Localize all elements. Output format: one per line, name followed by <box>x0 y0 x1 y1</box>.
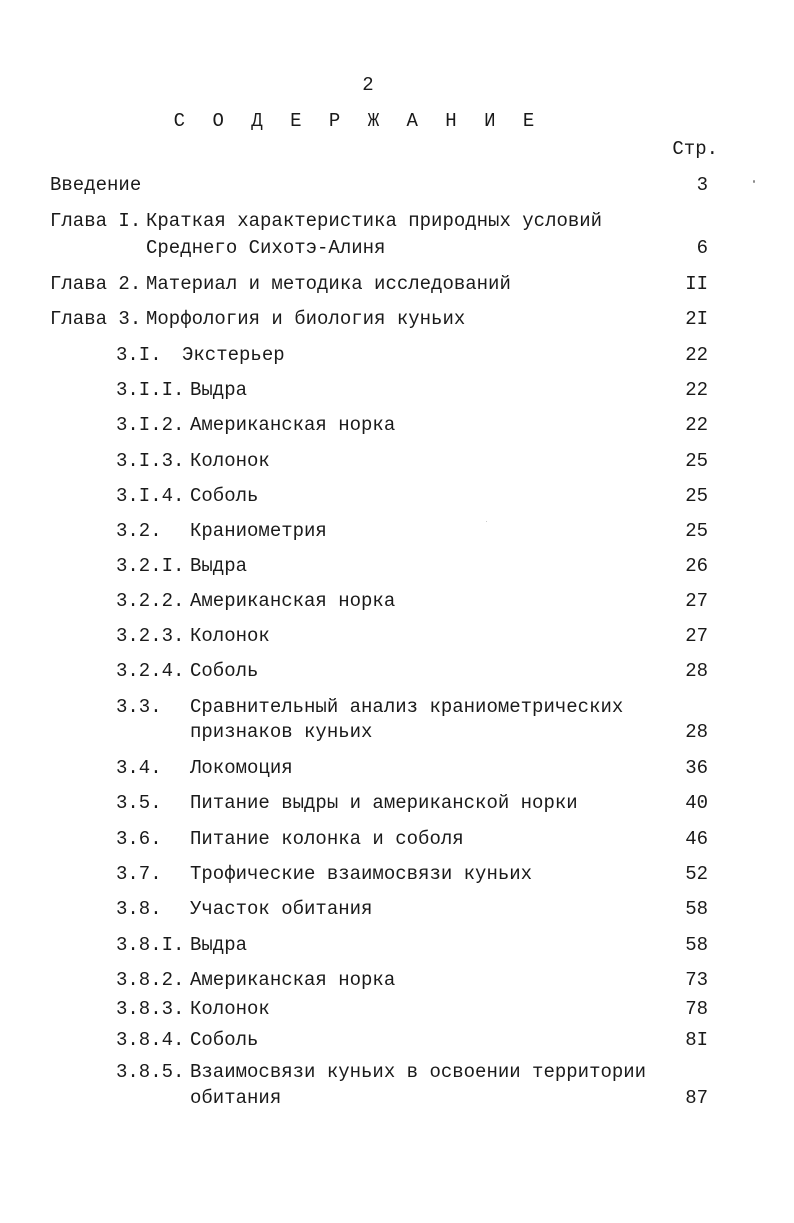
toc-title: Краниометрия <box>190 520 327 542</box>
toc-title: Сравнительный анализ краниометрических <box>190 696 624 718</box>
toc-label: 3.8.5. <box>116 1061 185 1083</box>
toc-label: 3.2.4. <box>116 660 185 682</box>
toc-label: Глава 3. <box>50 308 142 330</box>
toc-title: Колонок <box>190 450 270 472</box>
toc-page: 25 <box>685 520 708 542</box>
toc-page: 22 <box>685 414 708 436</box>
toc-entry <box>0 625 794 651</box>
toc-entry <box>0 485 794 511</box>
toc-title: Материал и методика исследований <box>146 273 511 295</box>
toc-label: 3.8.4. <box>116 1029 185 1051</box>
toc-page: 6 <box>696 237 708 259</box>
toc-label: 3.2.2. <box>116 590 185 612</box>
toc-title: Выдра <box>190 379 248 401</box>
toc-label: 3.2.I. <box>116 555 185 577</box>
toc-entry <box>0 660 794 686</box>
toc-label: 3.5. <box>116 792 162 814</box>
toc-entry <box>0 1029 794 1055</box>
toc-entry <box>0 828 794 854</box>
page-title: С О Д Е Р Ж А Н И Е <box>173 110 543 132</box>
toc-label: 3.8.2. <box>116 969 185 991</box>
toc-page: 46 <box>685 828 708 850</box>
toc-entry <box>0 998 794 1024</box>
toc-title: Колонок <box>190 998 270 1020</box>
toc-entry <box>0 450 794 476</box>
toc-title: Выдра <box>190 934 248 956</box>
toc-title-cont: обитания <box>190 1087 282 1109</box>
toc-page: 2I <box>685 308 708 330</box>
toc-page: 87 <box>685 1087 708 1109</box>
toc-entry <box>0 520 794 546</box>
toc-entry <box>0 757 794 783</box>
toc-page: 22 <box>685 344 708 366</box>
toc-title: Локомоция <box>190 757 293 779</box>
toc-entry-cont <box>0 1087 794 1113</box>
toc-entry <box>0 344 794 370</box>
toc-entry <box>0 590 794 616</box>
toc-title: Американская норка <box>190 590 396 612</box>
toc-entry-cont <box>0 721 794 747</box>
scan-speck <box>486 521 487 522</box>
toc-entry <box>0 555 794 581</box>
toc-entry-cont <box>0 237 794 263</box>
toc-page: 27 <box>685 625 708 647</box>
toc-page: 58 <box>685 898 708 920</box>
toc-label: 3.3. <box>116 696 162 718</box>
toc-label: 3.I.4. <box>116 485 185 507</box>
toc-title: Участок обитания <box>190 898 373 920</box>
toc-page: 28 <box>685 721 708 743</box>
toc-entry <box>0 863 794 889</box>
page-number: 2 <box>362 74 374 96</box>
toc-label: 3.6. <box>116 828 162 850</box>
scan-speck <box>753 180 755 183</box>
toc-label: Глава I. <box>50 210 142 232</box>
toc-title: Экстерьер <box>182 344 285 366</box>
toc-entry <box>0 792 794 818</box>
toc-title-cont: Среднего Сихотэ-Алиня <box>146 237 386 259</box>
toc-title: Соболь <box>190 485 259 507</box>
toc-entry <box>0 414 794 440</box>
toc-title: Трофические взаимосвязи куньих <box>190 863 533 885</box>
toc-entry <box>0 696 794 722</box>
toc-title: Питание выдры и американской норки <box>190 792 578 814</box>
toc-title: Морфология и биология куньих <box>146 308 466 330</box>
toc-entry <box>0 969 794 995</box>
toc-label: 3.8.I. <box>116 934 185 956</box>
toc-label: Глава 2. <box>50 273 142 295</box>
toc-label: 3.I.I. <box>116 379 185 401</box>
toc-title: Питание колонка и соболя <box>190 828 464 850</box>
toc-title: Американская норка <box>190 414 396 436</box>
toc-entry <box>0 934 794 960</box>
toc-page: 40 <box>685 792 708 814</box>
toc-page: 36 <box>685 757 708 779</box>
toc-page: 8I <box>685 1029 708 1051</box>
toc-page: 78 <box>685 998 708 1020</box>
toc-title: Соболь <box>190 660 259 682</box>
toc-label: 3.7. <box>116 863 162 885</box>
toc-label: 3.I. <box>116 344 162 366</box>
toc-label: 3.8.3. <box>116 998 185 1020</box>
toc-label: 3.I.2. <box>116 414 185 436</box>
toc-page: 27 <box>685 590 708 612</box>
toc-title: Американская норка <box>190 969 396 991</box>
toc-page: 26 <box>685 555 708 577</box>
toc-title: Взаимосвязи куньих в освоении территории <box>190 1061 647 1083</box>
toc-entry <box>0 1061 794 1087</box>
toc-page: 3 <box>696 174 708 196</box>
toc-page: 58 <box>685 934 708 956</box>
toc-entry <box>0 210 794 236</box>
toc-label: 3.4. <box>116 757 162 779</box>
toc-title: Соболь <box>190 1029 259 1051</box>
page-column-header: Стр. <box>672 138 718 160</box>
toc-entry <box>0 174 794 200</box>
toc-page: II <box>685 273 708 295</box>
toc-page: 22 <box>685 379 708 401</box>
toc-page: 25 <box>685 485 708 507</box>
toc-title: Краткая характеристика природных условий <box>146 210 603 232</box>
toc-label: 3.2. <box>116 520 162 542</box>
toc-entry <box>0 898 794 924</box>
toc-title: Выдра <box>190 555 248 577</box>
toc-label: 3.8. <box>116 898 162 920</box>
toc-label: 3.2.3. <box>116 625 185 647</box>
toc-title: Колонок <box>190 625 270 647</box>
toc-page: 25 <box>685 450 708 472</box>
toc-title-cont: признаков куньих <box>190 721 373 743</box>
toc-entry <box>0 308 794 334</box>
toc-page: 28 <box>685 660 708 682</box>
toc-page: 52 <box>685 863 708 885</box>
toc-label: 3.I.3. <box>116 450 185 472</box>
toc-entry <box>0 273 794 299</box>
toc-entry <box>0 379 794 405</box>
toc-page: 73 <box>685 969 708 991</box>
toc-label: Введение <box>50 174 142 196</box>
